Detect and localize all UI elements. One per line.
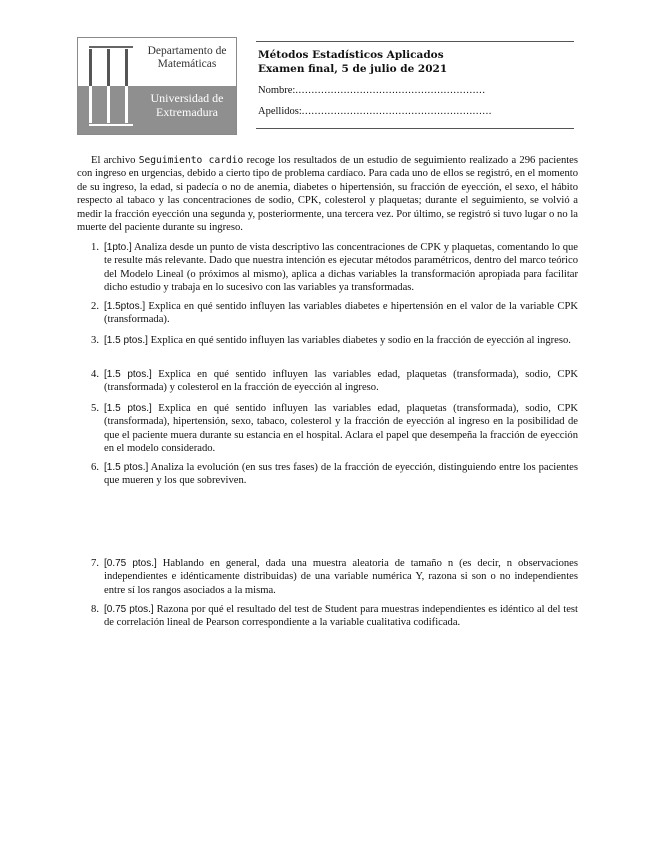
- question-number: 4.: [91, 369, 99, 380]
- question-8: [85, 603, 578, 630]
- university-name: Universidad de Extremadura: [150, 91, 224, 119]
- question-text: Explica en qué sentido influyen las variables edad, plaquetas (transformada), sodio, CPK (transformada), hipertensión, sexo, tabaco, colesterol y la fracción de eyección al ingreso en la posibilidad de que el paciente muera durante su estancia en el hospital. Aclara el papel que desempeña la fracción de eyección en el modelo considerado.: [104, 403, 578, 455]
- question-number: 2.: [91, 301, 99, 312]
- question-number: 3.: [91, 335, 99, 346]
- header-rule-bottom: [256, 128, 574, 129]
- question-number: 7.: [91, 558, 99, 569]
- columns-emblem-icon: [83, 43, 139, 129]
- intro-before: El archivo: [91, 155, 139, 166]
- surname-dots: ...........................................................: [301, 106, 493, 117]
- name-field[interactable]: [258, 85, 486, 96]
- question-points: [0.75 ptos.]: [104, 558, 157, 569]
- question-points: [1.5 ptos.]: [104, 403, 152, 414]
- question-2: [85, 300, 578, 327]
- exam-title: [258, 48, 447, 76]
- question-number: 6.: [91, 462, 99, 473]
- question-points: [1.5 ptos.]: [104, 335, 148, 346]
- question-number: 1.: [91, 242, 99, 253]
- department-name: Departamento de Matemáticas: [147, 45, 227, 70]
- university-logo: [77, 37, 237, 135]
- question-text: Hablando en general, dada una muestra aleatoria de tamaño n (es decir, n observaciones independientes e idénticamente distribuidas) de una variable numérica Y, razona si son o no independientes entre sí los rangos asociados a la misma.: [104, 558, 579, 596]
- question-points: [1.5 ptos.]: [104, 462, 149, 473]
- question-number: 5.: [91, 403, 99, 414]
- question-6: [85, 461, 578, 488]
- question-points: [1.5 ptos.]: [104, 369, 152, 380]
- question-text: Analiza desde un punto de vista descriptivo las concentraciones de CPK y plaquetas, comentando lo que te resulte más relevante. Dado que nuestra intención es ejecutar métodos paramétricos, dentro del marco teórico del Modelo Lineal (o próximos al mismo), aplica a dichas variables la transformación apropiada para facilitar dicho estudio y trabaja en lo sucesivo con las variables ya transformadas.: [104, 242, 578, 294]
- question-text: Razona por qué el resultado del test de Student para muestras independientes es idéntico al del test de correlación lineal de Pearson correspondiente a la variable cualitativa codificada.: [104, 604, 578, 629]
- question-5: [85, 402, 578, 456]
- question-1: [85, 241, 578, 295]
- surname-field[interactable]: [258, 106, 492, 117]
- question-4: [85, 368, 578, 395]
- name-dots: ...........................................................: [295, 85, 486, 96]
- question-text: Explica en qué sentido influyen las variables diabetes y sodio en la fracción de eyección al ingreso.: [147, 335, 571, 346]
- course-name: Métodos Estadísticos Aplicados: [258, 49, 444, 61]
- question-points: [1pto.]: [104, 242, 132, 253]
- question-text: Analiza la evolución (en sus tres fases) de la fracción de eyección, distinguiendo entre los pacientes que mueren y los que sobreviven.: [104, 462, 578, 487]
- intro-paragraph: [77, 154, 578, 234]
- question-text: Explica en qué sentido influyen las variables diabetes e hipertensión en el valor de la variable CPK (transformada).: [104, 301, 578, 326]
- question-number: 8.: [91, 604, 99, 615]
- exam-date: Examen final, 5 de julio de 2021: [258, 63, 448, 75]
- header-rule-top: [256, 41, 574, 42]
- surname-label: Apellidos:: [258, 106, 302, 117]
- question-7: [85, 557, 578, 597]
- intro-after: recoge los resultados de un estudio de seguimiento realizado a 296 pacientes con ingreso en urgencias, debido a cierto tipo de problema cardíaco. Para cada uno de ellos se registró, en el momento de su ingreso, la edad, si padecía o no de anemia, diabetes o hipertensión, su fracción de eyección, el sexo, el hábito respecto al tabaco y las concentraciones de sodio, CPK, colesterol y plaquetas; durante el seguimiento, se volvió a medir la fracción eyección una segunda y, posteriormente, una tercera vez. Por último, se registró si tuvo lugar o no la muerte del paciente durante su ingreso.: [77, 155, 579, 234]
- name-label: Nombre:: [258, 85, 296, 96]
- dataset-file-name: Seguimiento cardio: [138, 155, 244, 166]
- question-points: [1.5ptos.]: [104, 301, 146, 312]
- question-text: Explica en qué sentido influyen las variables edad, plaquetas (transformada), sodio, CPK (transformada) y colesterol en la fracción de eyección al ingreso.: [104, 369, 578, 394]
- question-points: [0.75 ptos.]: [104, 604, 154, 615]
- question-3: [85, 334, 578, 347]
